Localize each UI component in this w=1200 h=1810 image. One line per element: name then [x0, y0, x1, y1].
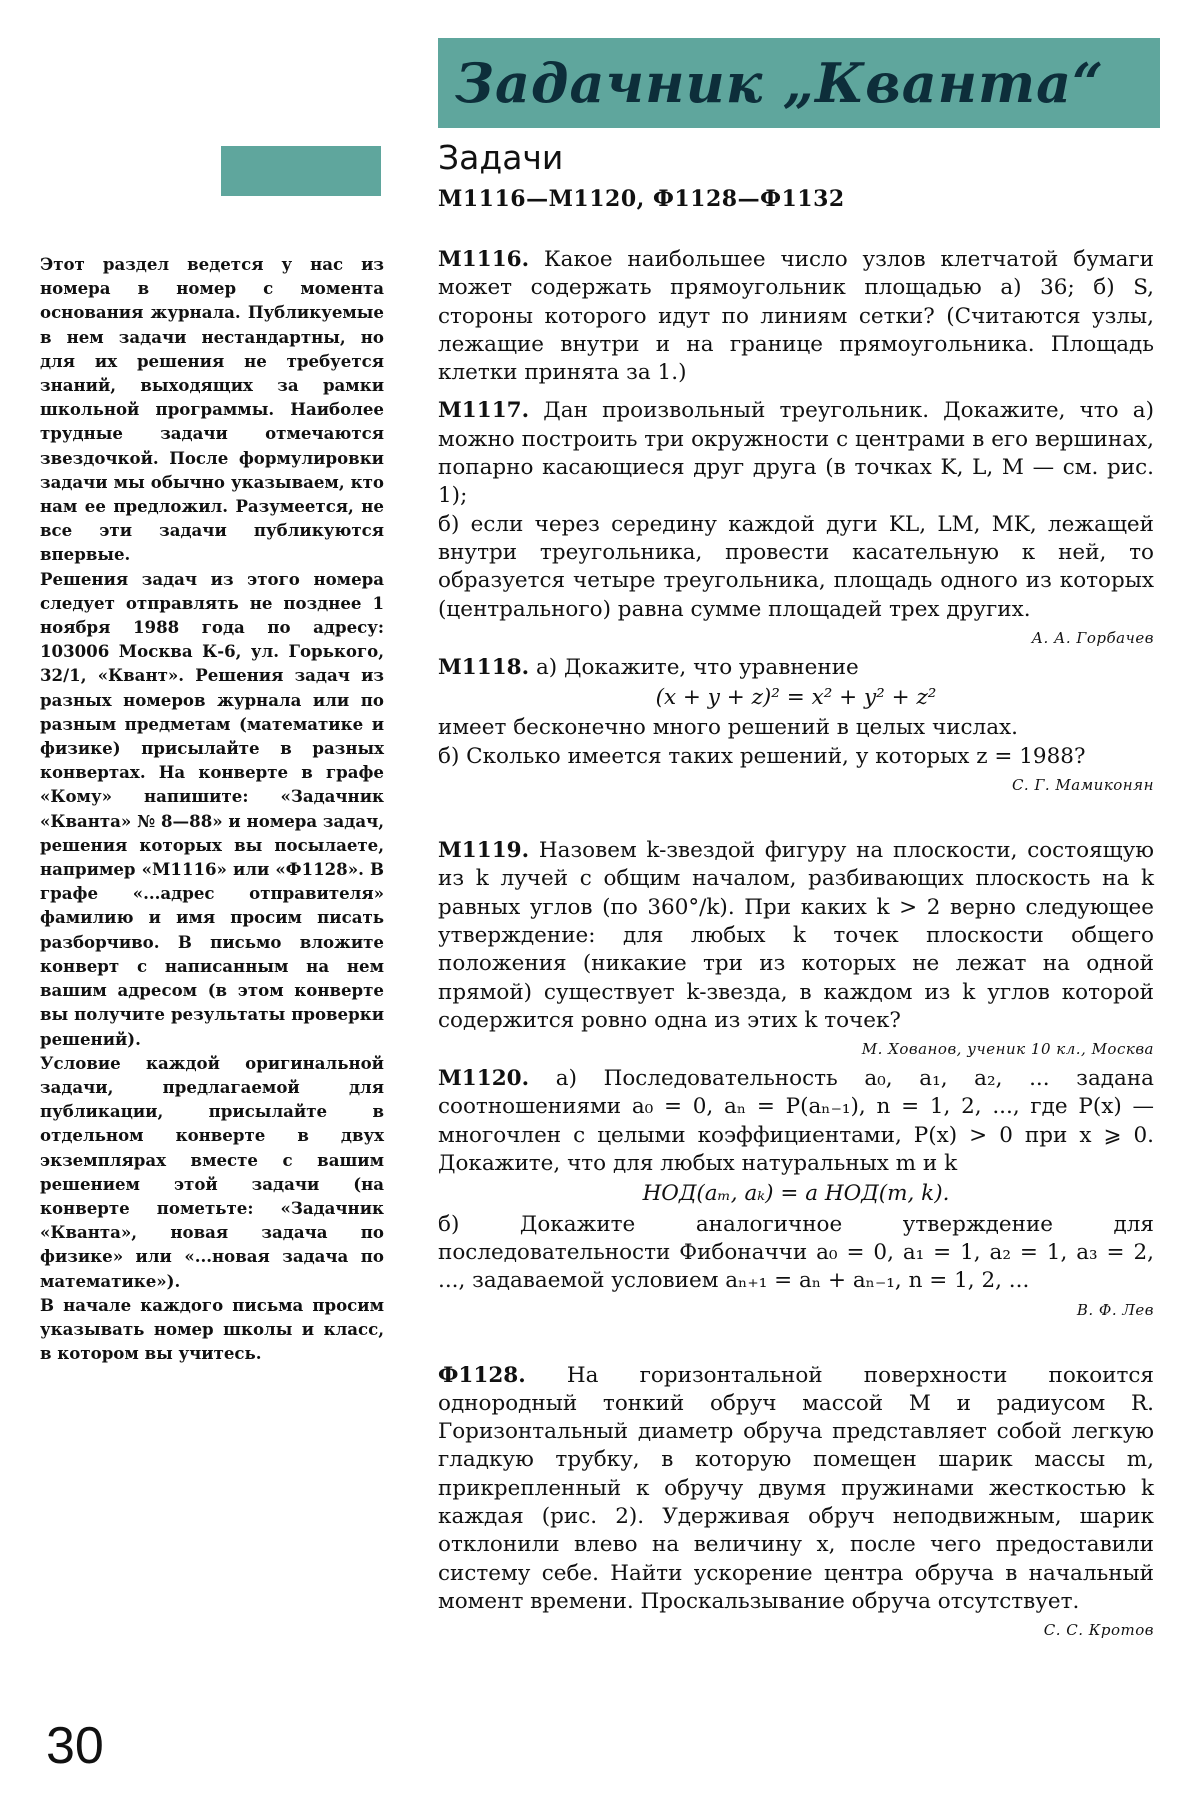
- problem-author: С. С. Кротов: [1043, 1621, 1154, 1640]
- page-number: 30: [46, 1717, 104, 1775]
- problem-f1128: [438, 1362, 1154, 1643]
- problem-id: Ф1128.: [438, 1362, 526, 1388]
- problem-m1118: [438, 654, 1154, 797]
- problem-m1116: [438, 246, 1154, 387]
- equation: (x + y + z)² = x² + y² + z²: [655, 685, 937, 711]
- problem-text: а) Докажите, что уравнение: [535, 654, 859, 680]
- problem-text: Назовем k-звездой фигуру на плоскости, состоящую из k лучей с общим началом, разбивающих плоскость на k равных углов (по 360°/k). При каких k > 2 верно следующее утверждение: для любых k точек плоскости общего положения (никакие три из которых не лежат на одной прямой) существует k-звезда, в каждом из k углов которой содержится ровно одна из этих k точек?: [438, 838, 1154, 1033]
- problem-id: М1119.: [438, 838, 530, 864]
- problem-id: М1120.: [438, 1066, 530, 1092]
- equation: НОД(aₘ, aₖ) = a НОД(m, k).: [642, 1181, 950, 1207]
- problem-range-subtitle: М1116—М1120, Ф1128—Ф1132: [438, 186, 845, 212]
- page-title: Задачи: [438, 138, 564, 177]
- problem-id: М1118.: [438, 654, 530, 680]
- problems-column: [438, 246, 1154, 1646]
- problem-text: а) Последовательность a₀, a₁, a₂, ... задана соотношениями a₀ = 0, aₙ = P(aₙ₋₁), n = 1, 2, ..., где P(x) — многочлен с целыми коэффициентами, P(x) > 0 при x ⩾ 0. Докажите, что для любых натуральных m и k: [438, 1066, 1154, 1177]
- problem-author: А. А. Горбачев: [1031, 628, 1154, 647]
- problem-author: М. Хованов, ученик 10 кл., Москва: [861, 1040, 1154, 1059]
- problem-id: М1116.: [438, 247, 530, 272]
- problem-text: б) Сколько имеется таких решений, у которых z = 1988?: [438, 743, 1086, 769]
- sidebar-paragraph: Этот раздел ведется у нас из номера в номер с момента основания журнала. Публикуемые в нем задачи нестандартны, но для их решения не требуется знаний, выходящих за рамки школьной программы. Наиболее трудные задачи отмечаются звездочкой. После формулировки задачи мы обычно указываем, кто нам ее предложил. Разумеется, не все эти задачи публикуются впервые.: [40, 254, 384, 565]
- sidebar-paragraph: Условие каждой оригинальной задачи, предлагаемой для публикации, присылайте в отдельном конверте в двух экземплярах вместе с вашим решением этой задачи (на конверте пометьте: «Задачник «Кванта», новая задача по физике» или «...новая задача по математике»).: [40, 1052, 384, 1291]
- problem-m1117: [438, 397, 1154, 649]
- problem-text: имеет бесконечно много решений в целых числах.: [438, 715, 1018, 741]
- problem-m1120: [438, 1065, 1154, 1321]
- section-banner-title: Задачник „Кванта“: [455, 51, 1105, 115]
- sidebar-paragraph: Решения задач из этого номера следует отправлять не позднее 1 ноября 1988 года по адресу: 103006 Москва К-6, ул. Горького, 32/1, «Квант». Решения задач из разных номеров журнала или по разным предметам (математике и физике) присылайте в разных конвертах. На конверте в графе «Кому» напишите: «Задачник «Кванта» № 8—88» и номера задач, решения которых вы посылаете, например «М1116» или «Ф1128». В графе «...адрес отправителя» фамилию и имя просим писать разборчиво. В письмо вложите конверт с написанным на нем вашим адресом (в этом конверте вы получите результаты проверки решений).: [40, 568, 384, 1049]
- sidebar-paragraph: В начале каждого письма просим указывать номер школы и класс, в котором вы учитесь.: [40, 1294, 384, 1364]
- problem-m1119: [438, 837, 1154, 1061]
- problem-id: М1117.: [438, 398, 530, 424]
- problem-text: Дан произвольный треугольник. Докажите, что а) можно построить три окружности с центрами в его вершинах, попарно касающиеся друг друга (в точках K, L, M — см. рис. 1);: [438, 398, 1154, 509]
- sidebar-info: [40, 252, 384, 1365]
- problem-text: На горизонтальной поверхности покоится однородный тонкий обруч массой M и радиусом R. Горизонтальный диаметр обруча представляет собой легкую гладкую трубку, в которую помещен шарик массы m, прикрепленный к обручу двумя пружинами жесткостью k каждая (рис. 2). Удерживая обруч неподвижным, шарик отклонили влево на величину x, после чего предоставили систему себе. Найти ускорение центра обруча в начальный момент времени. Проскальзывание обруча отсутствует.: [438, 1362, 1154, 1614]
- problem-text: б) если через середину каждой дуги KL, LM, MK, лежащей внутри треугольника, провести касательную к ней, то образуется четыре треугольника, площадь одного из которых (центрального) равна сумме площадей трех других.: [438, 511, 1154, 622]
- accent-block: [221, 146, 381, 196]
- problem-author: С. Г. Мамиконян: [1011, 776, 1154, 795]
- problem-text: Какое наибольшее число узлов клетчатой бумаги может содержать прямоугольник площадью а) 36; б) S, стороны которого идут по линиям сетки? (Считаются узлы, лежащие внутри и на границе прямоугольника. Площадь клетки принята за 1.): [438, 247, 1154, 386]
- problem-text: б) Докажите аналогичное утверждение для последовательности Фибоначчи a₀ = 0, a₁ = 1, a₂ = 1, a₃ = 2, ..., задаваемой условием aₙ₊₁ = aₙ + aₙ₋₁, n = 1, 2, ...: [438, 1211, 1154, 1294]
- problem-author: В. Ф. Лев: [1076, 1300, 1154, 1319]
